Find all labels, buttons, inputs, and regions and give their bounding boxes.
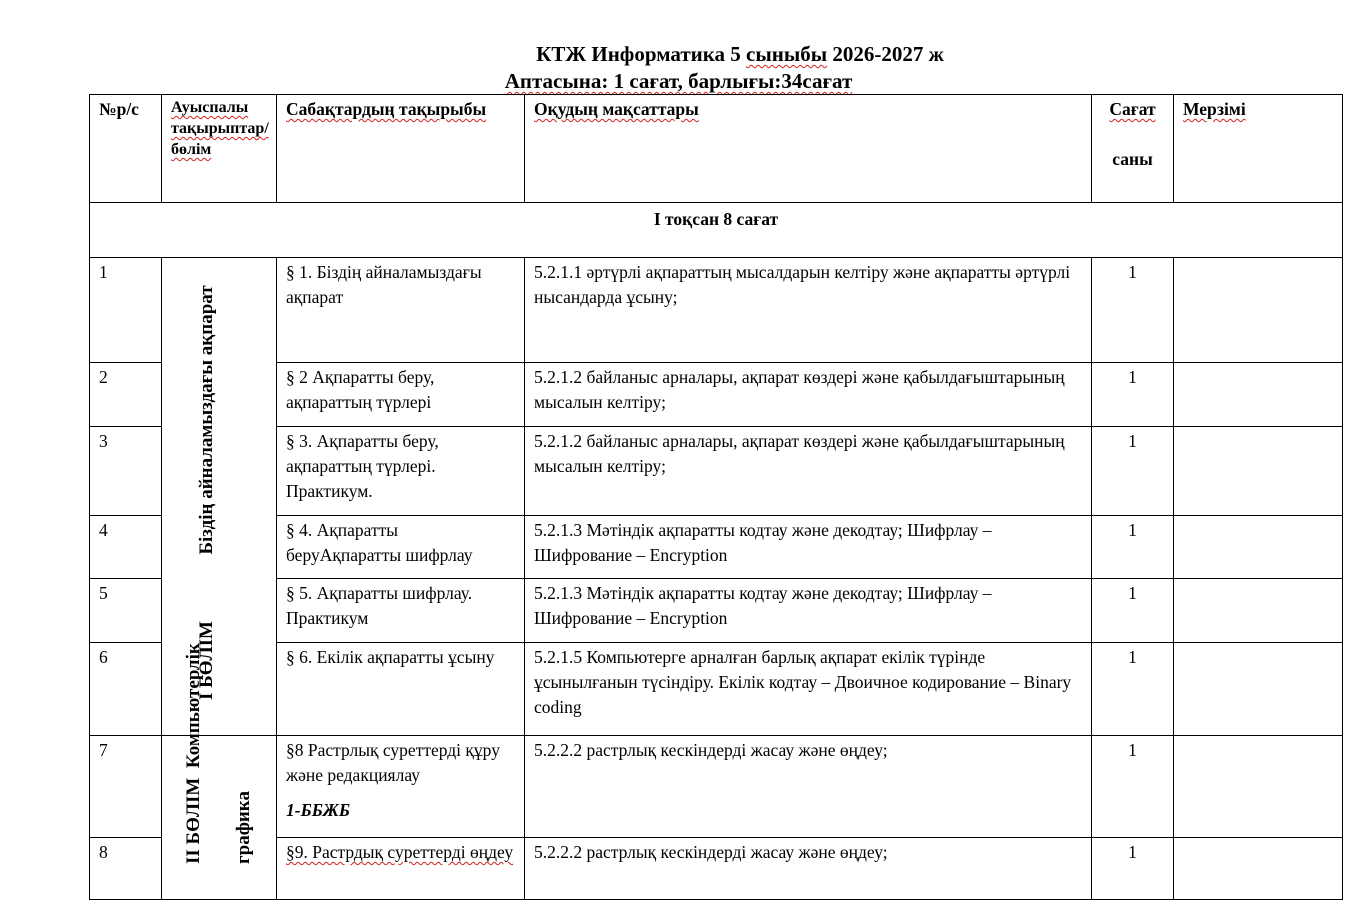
row-date xyxy=(1174,579,1343,643)
header-date xyxy=(1174,95,1343,203)
row-topic xyxy=(277,736,525,838)
row-date xyxy=(1174,643,1343,736)
header-objectives xyxy=(525,95,1092,203)
title-suffix: 2026-2027 ж xyxy=(827,42,944,66)
document-subtitle xyxy=(0,69,1357,94)
row-num: 2 xyxy=(90,363,162,427)
title-underlined-word: сыныбы xyxy=(746,42,828,66)
table-row xyxy=(90,258,1343,363)
row-topic: § 1. Біздің айналамыздағы ақпарат xyxy=(277,258,525,363)
row-num: 4 xyxy=(90,516,162,579)
row-objective: 5.2.1.1 әртүрлі ақпараттың мысалдарын келтіру және ақпаратты әртүрлі нысандарда ұсыну; xyxy=(525,258,1092,363)
row-topic: § 3. Ақпаратты беру, ақпараттың түрлері. Практикум. xyxy=(277,427,525,516)
row-num: 8 xyxy=(90,838,162,900)
header-topic xyxy=(277,95,525,203)
row-topic-text: §9. Растрдық суреттерді өңдеу xyxy=(286,842,514,862)
row-topic: § 2 Ақпаратты беру, ақпараттың түрлері xyxy=(277,363,525,427)
row-topic: § 4. Ақпаратты беруАқпаратты шифрлау xyxy=(277,516,525,579)
row-topic xyxy=(277,838,525,900)
row-date xyxy=(1174,363,1343,427)
header-date-label: Мерзімі xyxy=(1183,99,1246,119)
table-row xyxy=(90,427,1343,516)
row-date xyxy=(1174,736,1343,838)
header-topic-label: Сабақтардың тақырыбы xyxy=(286,99,487,119)
header-section-label: Ауыспалы тақырыптар/бөлім xyxy=(171,99,269,158)
section-2-name-line2: графика xyxy=(233,791,254,864)
table-row xyxy=(90,736,1343,838)
section-2-label-line2 xyxy=(231,791,256,864)
row-objective: 5.2.2.2 растрлық кескіндерді жасау және өңдеу; xyxy=(525,736,1092,838)
table-row xyxy=(90,579,1343,643)
row-topic-note: 1-ББЖБ xyxy=(286,800,350,820)
row-objective: 5.2.1.2 байланыс арналары, ақпарат көздері және қабылдағыштарының мысалын келтіру; xyxy=(525,363,1092,427)
document-title xyxy=(0,42,1357,67)
row-objective: 5.2.1.5 Компьютерге арналған барлық ақпарат екілік түрінде ұсынылғанын түсіндіру. Екілік кодтау – Двоичное кодирование – Binary coding xyxy=(525,643,1092,736)
row-topic: § 5. Ақпаратты шифрлау. Практикум xyxy=(277,579,525,643)
quarter-label: І тоқсан 8 сағат xyxy=(90,203,1343,258)
section-2-part: ІІ БӨЛІМ xyxy=(183,777,204,864)
table-row xyxy=(90,363,1343,427)
header-num: №р/с xyxy=(90,95,162,203)
table-row xyxy=(90,643,1343,736)
subtitle-text: Аптасына: 1 сағат, барлығы:34сағат xyxy=(504,69,853,93)
row-objective: 5.2.2.2 растрлық кескіндерді жасау және өңдеу; xyxy=(525,838,1092,900)
row-topic-text: §8 Растрлық суреттерді құру және редакциялау xyxy=(286,740,500,785)
title-prefix: КТЖ Информатика 5 xyxy=(536,42,747,66)
row-num: 7 xyxy=(90,736,162,838)
row-date xyxy=(1174,516,1343,579)
row-num: 1 xyxy=(90,258,162,363)
section-1-cell xyxy=(162,258,277,736)
row-date xyxy=(1174,427,1343,516)
header-hours-line1: Сағат xyxy=(1109,99,1156,119)
row-hours: 1 xyxy=(1092,838,1174,900)
row-hours: 1 xyxy=(1092,643,1174,736)
quarter-row xyxy=(90,203,1343,258)
row-num: 5 xyxy=(90,579,162,643)
row-hours: 1 xyxy=(1092,363,1174,427)
section-1-label xyxy=(194,285,219,700)
table-row xyxy=(90,838,1343,900)
header-hours xyxy=(1092,95,1174,203)
row-num: 6 xyxy=(90,643,162,736)
table-header-row xyxy=(90,95,1343,203)
row-num: 3 xyxy=(90,427,162,516)
row-date xyxy=(1174,838,1343,900)
section-1-name: Біздің айналамыздағы ақпарат xyxy=(196,285,217,555)
row-hours: 1 xyxy=(1092,516,1174,579)
row-hours: 1 xyxy=(1092,258,1174,363)
row-hours: 1 xyxy=(1092,736,1174,838)
section-2-label xyxy=(181,643,206,864)
section-1-part: І БӨЛІМ xyxy=(196,621,217,700)
header-objectives-label: Оқудың мақсаттары xyxy=(534,99,699,119)
table-row xyxy=(90,516,1343,579)
lesson-plan-table xyxy=(89,94,1343,900)
row-hours: 1 xyxy=(1092,427,1174,516)
header-section xyxy=(162,95,277,203)
row-hours: 1 xyxy=(1092,579,1174,643)
header-hours-line2: саны xyxy=(1112,149,1153,169)
section-2-name: Компьютерлік xyxy=(183,643,204,769)
row-objective: 5.2.1.2 байланыс арналары, ақпарат көздері және қабылдағыштарының мысалын келтіру; xyxy=(525,427,1092,516)
section-2-cell xyxy=(162,643,277,900)
row-objective: 5.2.1.3 Мәтіндік ақпаратты кодтау және декодтау; Шифрлау – Шифрование – Encryption xyxy=(525,579,1092,643)
row-topic: § 6. Екілік ақпаратты ұсыну xyxy=(277,643,525,736)
row-date xyxy=(1174,258,1343,363)
row-objective: 5.2.1.3 Мәтіндік ақпаратты кодтау және декодтау; Шифрлау – Шифрование – Encryption xyxy=(525,516,1092,579)
